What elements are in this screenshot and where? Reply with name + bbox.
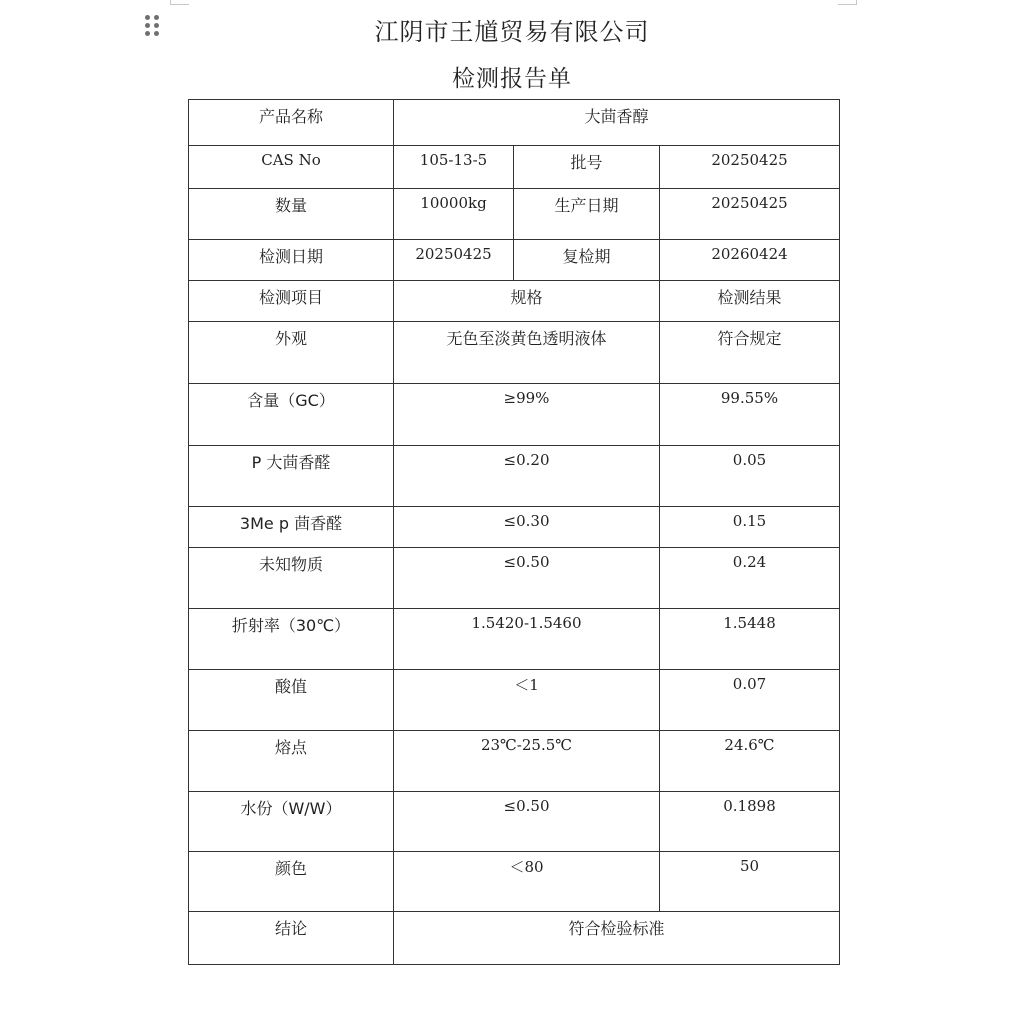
- quantity-label: 数量: [189, 189, 394, 240]
- result-cell: 1.5448: [660, 609, 840, 670]
- item-cell: 含量（GC）: [189, 384, 394, 446]
- table-row: [189, 670, 840, 731]
- table-row: [189, 446, 840, 507]
- report-title: 检测报告单: [452, 66, 572, 92]
- result-cell: 0.15: [660, 507, 840, 548]
- product-name-label: 产品名称: [189, 100, 394, 146]
- table-row: [189, 609, 840, 670]
- page-corner-mark-right: [838, 0, 857, 5]
- retest-value: 20260424: [660, 240, 840, 281]
- item-cell: 外观: [189, 322, 394, 384]
- cas-value: 105-13-5: [394, 146, 514, 189]
- item-cell: P 大茴香醛: [189, 446, 394, 507]
- cas-label: CAS No: [189, 146, 394, 189]
- conclusion-label: 结论: [189, 912, 394, 965]
- header-result: 检测结果: [660, 281, 840, 322]
- spec-cell: 无色至淡黄色透明液体: [394, 322, 660, 384]
- page-corner-mark-left: [170, 0, 189, 5]
- table-row: [189, 240, 840, 281]
- item-cell: 3Me p 茴香醛: [189, 507, 394, 548]
- result-cell: 0.24: [660, 548, 840, 609]
- spec-cell: ≤0.50: [394, 792, 660, 852]
- test-date-label: 检测日期: [189, 240, 394, 281]
- item-cell: 颜色: [189, 852, 394, 912]
- table-row: [189, 384, 840, 446]
- spec-cell: ≤0.20: [394, 446, 660, 507]
- spec-cell: ≥99%: [394, 384, 660, 446]
- table-row: [189, 146, 840, 189]
- result-cell: 99.55%: [660, 384, 840, 446]
- table-row: [189, 189, 840, 240]
- result-cell: 符合规定: [660, 322, 840, 384]
- table-row: [189, 852, 840, 912]
- table-row: [189, 792, 840, 852]
- conclusion-value: 符合检验标准: [394, 912, 840, 965]
- result-cell: 24.6℃: [660, 731, 840, 792]
- item-cell: 水份（W/W）: [189, 792, 394, 852]
- retest-label: 复检期: [514, 240, 660, 281]
- table-row: [189, 507, 840, 548]
- batch-label: 批号: [514, 146, 660, 189]
- spec-cell: ＜1: [394, 670, 660, 731]
- header-spec: 规格: [394, 281, 660, 322]
- item-cell: 熔点: [189, 731, 394, 792]
- header-item: 检测项目: [189, 281, 394, 322]
- company-name: 江阴市王馗贸易有限公司: [374, 18, 650, 46]
- production-date-label: 生产日期: [514, 189, 660, 240]
- item-cell: 酸值: [189, 670, 394, 731]
- table-row: [189, 322, 840, 384]
- spec-cell: 23℃-25.5℃: [394, 731, 660, 792]
- result-cell: 0.1898: [660, 792, 840, 852]
- test-date-value: 20250425: [394, 240, 514, 281]
- spec-cell: ≤0.50: [394, 548, 660, 609]
- batch-value: 20250425: [660, 146, 840, 189]
- table-row: [189, 912, 840, 965]
- production-date-value: 20250425: [660, 189, 840, 240]
- result-cell: 0.07: [660, 670, 840, 731]
- table-row: [189, 731, 840, 792]
- spec-cell: 1.5420-1.5460: [394, 609, 660, 670]
- inspection-report-table: [188, 99, 840, 965]
- spec-cell: ＜80: [394, 852, 660, 912]
- table-header-row: [189, 281, 840, 322]
- result-cell: 0.05: [660, 446, 840, 507]
- item-cell: 折射率（30℃）: [189, 609, 394, 670]
- quantity-value: 10000kg: [394, 189, 514, 240]
- table-row: [189, 100, 840, 146]
- product-name-value: 大茴香醇: [394, 100, 840, 146]
- result-cell: 50: [660, 852, 840, 912]
- spec-cell: ≤0.30: [394, 507, 660, 548]
- table-row: [189, 548, 840, 609]
- item-cell: 未知物质: [189, 548, 394, 609]
